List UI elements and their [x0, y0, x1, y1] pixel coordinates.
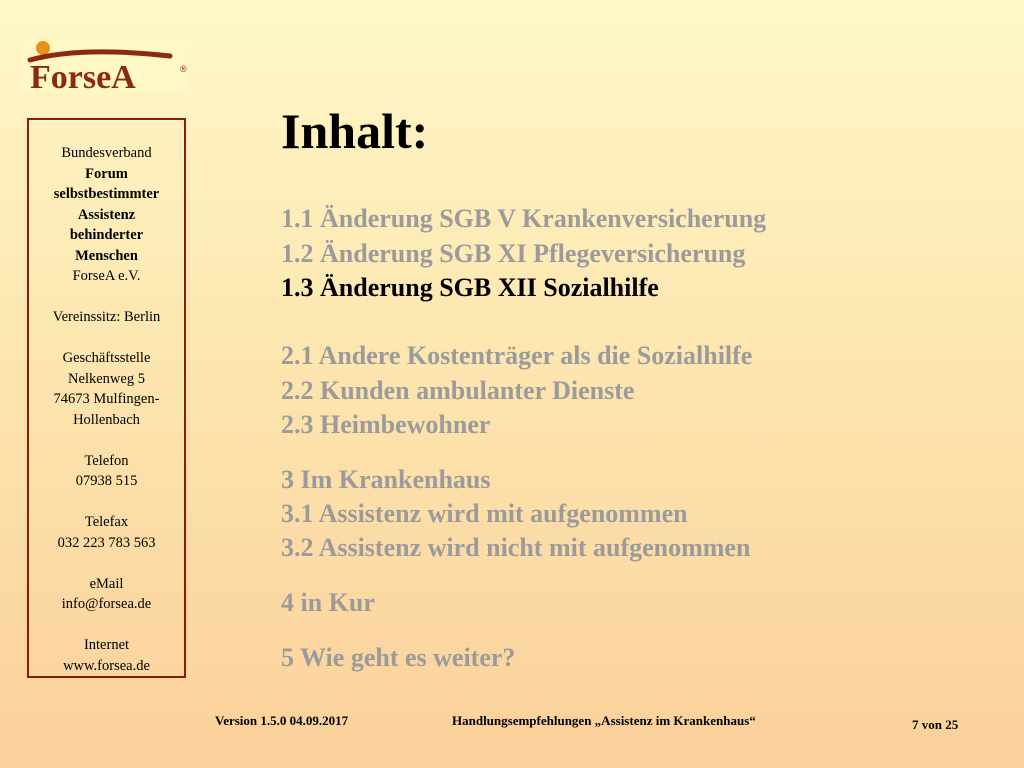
- toc-item-current: 1.3 Änderung SGB XII Sozialhilfe: [281, 273, 659, 302]
- sidebar-line: 032 223 783 563: [57, 534, 156, 551]
- sidebar-spacer: [29, 430, 184, 451]
- sidebar-line: Bundesverband: [61, 145, 152, 161]
- toc-item: 5 Wie geht es weiter?: [281, 643, 516, 672]
- sidebar-line: Internet: [83, 637, 130, 653]
- sidebar-line: Nelkenweg 5: [68, 370, 145, 387]
- toc-item: 2.1 Andere Kostenträger als die Sozialhilfe: [281, 341, 753, 370]
- logo-graphic: [20, 38, 190, 94]
- sidebar-spacer: [29, 328, 184, 349]
- sidebar-line: Forum: [85, 165, 128, 182]
- logo-text: ForseA: [30, 59, 136, 94]
- sidebar-line: Telefax: [84, 514, 129, 530]
- toc-item: 1.1 Änderung SGB V Krankenversicherung: [281, 204, 767, 233]
- toc-item: 2.2 Kunden ambulanter Dienste: [281, 376, 635, 405]
- toc-item: 3 Im Krankenhaus: [281, 465, 491, 494]
- forsea-logo: [20, 38, 190, 94]
- logo-registered-mark: ®: [180, 64, 187, 74]
- sidebar-line: eMail: [89, 575, 124, 592]
- toc-item: 3.1 Assistenz wird mit aufgenommen: [281, 499, 688, 528]
- footer-version: Version 1.5.0 04.09.2017: [215, 713, 349, 728]
- sidebar-line: Menschen: [75, 247, 138, 264]
- sidebar-line: info@forsea.de: [61, 596, 152, 612]
- sidebar-line: behinderter: [69, 227, 144, 243]
- footer-subject: Handlungsempfehlungen „Assistenz im Krankenhaus“: [452, 713, 756, 728]
- sidebar-line: Assistenz: [77, 206, 136, 223]
- sidebar-spacer: [29, 553, 184, 574]
- sidebar-line: 07938 515: [75, 473, 138, 489]
- sidebar-spacer: [29, 615, 184, 636]
- footer-page-number: 7 von 25: [912, 717, 959, 732]
- sidebar-line: www.forsea.de: [63, 657, 150, 674]
- toc-item: 3.2 Assistenz wird nicht mit aufgenommen: [281, 533, 751, 562]
- sidebar-line: Hollenbach: [73, 411, 140, 428]
- toc-item: 4 in Kur: [281, 588, 375, 617]
- sidebar-spacer: [29, 492, 184, 513]
- sidebar-line: selbstbestimmter: [53, 186, 160, 202]
- sidebar-line: Geschäftsstelle: [62, 350, 151, 366]
- address-sidebar: [27, 118, 186, 678]
- sidebar-spacer: [29, 287, 184, 308]
- sidebar-line: Vereinssitz: Berlin: [52, 309, 161, 325]
- toc-item: 1.2 Änderung SGB XI Pflegeversicherung: [281, 239, 746, 268]
- logo-head-dot: [36, 41, 50, 55]
- page-title: Inhalt:: [281, 103, 429, 159]
- sidebar-line: ForseA e.V.: [72, 268, 141, 284]
- toc-item: 2.3 Heimbewohner: [281, 410, 491, 439]
- sidebar-line: 74673 Mulfingen-: [53, 391, 160, 407]
- sidebar-line: Telefon: [84, 452, 129, 469]
